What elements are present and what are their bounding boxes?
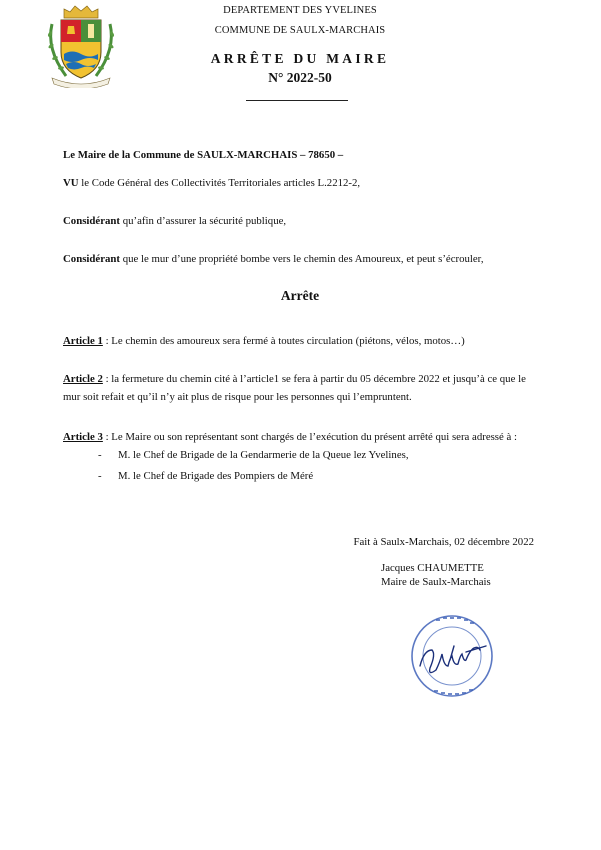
department-name: DEPARTEMENT DES YVELINES: [223, 5, 377, 16]
article-text: : la fermeture du chemin cité à l’article1 se fera à partir du 05 décembre 2022 et jusqu’à ce que le mur soit refait et qu’il n’y ait plus de risque pour les personnes qui l’empruntent.: [63, 373, 526, 403]
vu-label: VU: [63, 177, 79, 189]
considerant-text: qu’afin d’assurer la sécurité publique,: [120, 215, 287, 227]
recipient-text: M. le Chef de Brigade de la Gendarmerie de la Queue lez Yvelines,: [118, 449, 409, 461]
considerant-label: Considérant: [63, 215, 120, 227]
considerant-text: que le mur d’une propriété bombe vers le chemin des Amoureux, et peut s’écrouler,: [120, 253, 484, 265]
commune-name: COMMUNE DE SAULX-MARCHAIS: [214, 25, 386, 36]
considerant-label: Considérant: [63, 253, 120, 265]
article-label: Article 3: [63, 431, 103, 443]
article-label: Article 2: [63, 373, 103, 385]
vu-paragraph: [63, 174, 543, 192]
official-stamp-icon: [406, 610, 498, 702]
mayor-line: Le Maire de la Commune de SAULX-MARCHAIS – 78650 –: [63, 149, 344, 161]
considerant-paragraph-1: [63, 212, 543, 230]
article-text: : Le Maire ou son représentant sont chargés de l’exécution du présent arrêté qui sera adressé à :: [102, 431, 517, 443]
article-3: [63, 428, 543, 446]
recipient-item: [98, 467, 538, 485]
article-1: [63, 332, 543, 350]
vu-text: le Code Général des Collectivités Territoriales articles L.2212-2,: [78, 177, 361, 189]
signatory-title: Maire de Saulx-Marchais: [381, 576, 491, 588]
article-2: [63, 370, 539, 406]
recipient-text: M. le Chef de Brigade des Pompiers de Méré: [118, 470, 314, 482]
considerant-paragraph-2: [63, 250, 543, 268]
article-text: : Le chemin des amoureux sera fermé à toutes circulation (piétons, vélos, motos…): [102, 335, 465, 347]
signatory-name: Jacques CHAUMETTE: [381, 562, 484, 574]
list-dash: -: [98, 470, 102, 482]
coat-of-arms-icon: [44, 4, 118, 88]
arrete-heading: Arrête: [280, 288, 320, 303]
place-and-date: Fait à Saulx-Marchais, 02 décembre 2022: [353, 536, 534, 548]
article-label: Article 1: [63, 335, 103, 347]
decree-title: ARRÊTE DU MAIRE: [210, 51, 390, 66]
header-divider: [246, 100, 348, 101]
list-dash: -: [98, 449, 102, 461]
recipient-item: [98, 446, 538, 464]
decree-number: N° 2022-50: [268, 70, 332, 85]
